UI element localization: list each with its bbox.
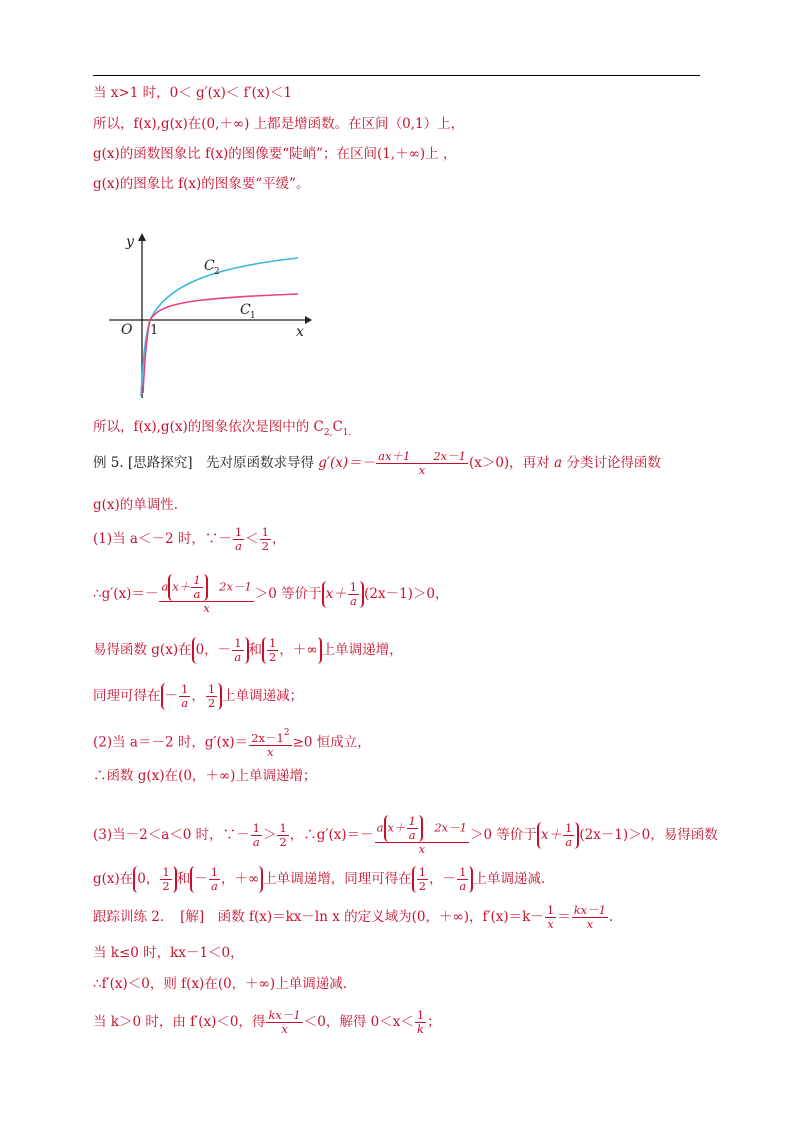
- text-line-2: 所以，f(x),g(x)在(0,＋∞) 上都是增函数。在区间（0,1）上，: [93, 116, 465, 132]
- c2-label: C: [204, 258, 215, 274]
- c2-sub: 2: [214, 267, 220, 277]
- text-line-17: 当 k≤0 时，kx－1＜0，: [93, 945, 244, 961]
- text-line-8: (1)当 a＜－2 时，∵－ $\frac{1}{a}$ ＜ $\frac{1}{2}$ ，: [93, 525, 286, 553]
- y-axis-arrow: [138, 233, 146, 241]
- curve-c1: [143, 294, 298, 393]
- text-line-10: 易得函数 g(x)在 0，－ $\frac{1}{a}$ 和 $\frac{1}{2}$ ，＋∞ 上单调递增，: [93, 636, 403, 664]
- text-line-12: (2)当 a＝－2 时，g′(x)＝ $\frac{2x-1^2}{x}$ ≥0 恒成立，: [93, 728, 371, 759]
- text-line-6: 例 5. [思路探究] 先对原函数求导得 g′(x)＝－ $\frac{ax+1 2x-1}{x}$ (x＞0)，再对 a 分类讨论得函数: [93, 449, 661, 477]
- text-line-15: g(x)在 0， $\frac{1}{2}$ 和 － $\frac{1}{a}$ ，＋∞ 上单调递增，同理可得在 $\frac{1}{2}$ ，－ $\frac{1}{a}$ 上单调递减．: [93, 865, 555, 893]
- c1-sub: 1: [250, 311, 256, 321]
- top-rule: [93, 75, 700, 76]
- text-line-5: 所以，f(x),g(x)的图象依次是图中的 $C_{2,}C_{1.}$: [93, 419, 352, 438]
- text-line-13: ∴函数 g(x)在(0，＋∞)上单调递增；: [93, 768, 317, 784]
- x-axis-arrow: [305, 316, 312, 324]
- curve-c2: [141, 258, 298, 396]
- text-line-9: ∴g′(x)＝－ a x＋ $\frac{1}{a}$ 2x－1 x ＞0 等价于 x＋ $\frac{1}{a}$ (2x－1)＞0，: [93, 573, 449, 615]
- text-line-4: g(x)的图象比 f(x)的图象要“平缓”。: [93, 176, 310, 192]
- text-line-16: 跟踪训练 2． [解] 函数 f(x)＝kx－ln x 的定义域为(0，＋∞)，f′(x)＝k－ $\frac{1}{x}$ ＝ $\frac{kx-1}{x}$ .: [93, 903, 614, 931]
- y-label: y: [126, 234, 134, 250]
- function-graph: [105, 228, 315, 400]
- text-line-11: 同理可得在 － $\frac{1}{a}$ ， $\frac{1}{2}$ 上单调递减；: [93, 682, 304, 710]
- tick-one: 1: [150, 323, 159, 338]
- origin-label: O: [121, 322, 133, 338]
- text-line-1: 当 x>1 时，0＜ g′(x)＜ f′(x)＜1: [93, 85, 292, 101]
- text-line-3: g(x)的函数图象比 f(x)的图像要“陡峭”；在区间(1,＋∞)上 ，: [93, 146, 457, 162]
- text-line-7: g(x)的单调性．: [93, 497, 188, 513]
- text-line-19: 当 k＞0 时，由 f′(x)＜0，得 $\frac{kx-1}{x}$ ＜0，解得 0＜x＜ $\frac{1}{k}$ ；: [93, 1008, 441, 1036]
- text-line-18: ∴f′(x)＜0，则 f(x)在(0，＋∞)上单调递减．: [93, 976, 357, 992]
- c1-label: C: [240, 302, 251, 318]
- text-line-14: (3)当－2＜a＜0 时，∵－ $\frac{1}{a}$ ＞ $\frac{1}{2}$ ，∴g′(x)＝－ a x＋ $\frac{1}{a}$ 2x－1 x ＞0 等价于 x＋ $\frac{1}{a}$ (2x－1)＞0，易得函数: [93, 814, 718, 856]
- x-label: x: [296, 324, 304, 340]
